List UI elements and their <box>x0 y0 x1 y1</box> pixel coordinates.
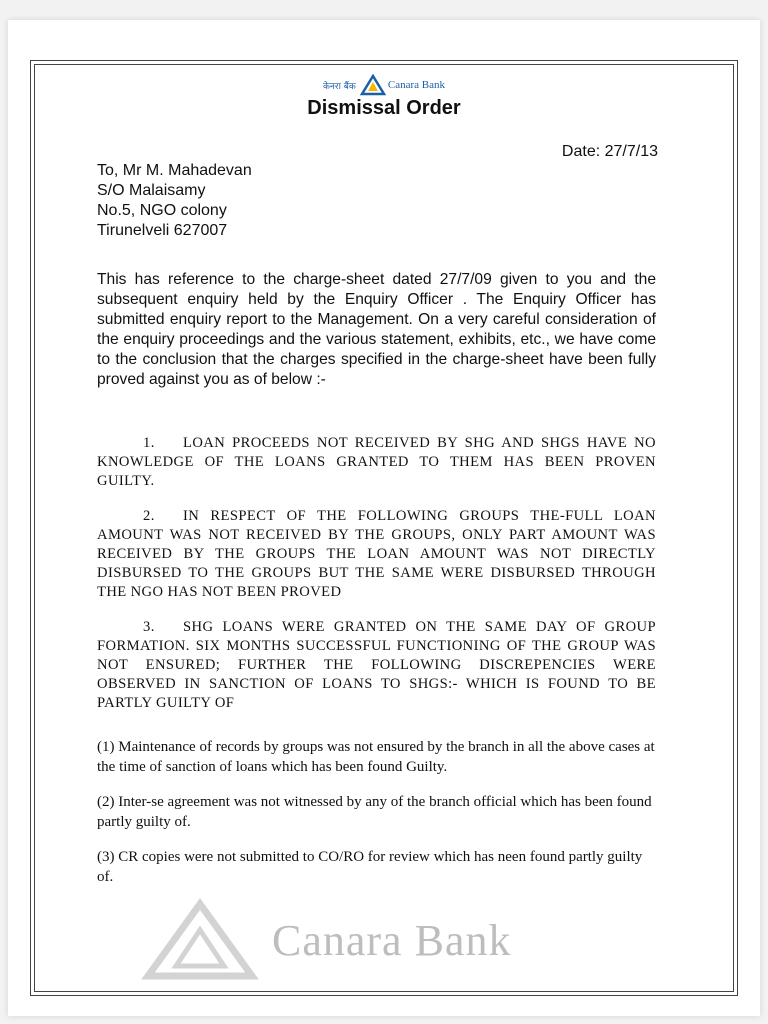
logo-english-text: Canara Bank <box>387 79 445 91</box>
recipient-address <box>97 161 252 241</box>
charge-item <box>97 618 656 713</box>
order-date: Date: 27/7/13 <box>561 143 658 160</box>
charges-list <box>97 434 656 729</box>
canara-bank-logo-icon <box>360 74 386 96</box>
address-line: S/O Malaisamy <box>97 182 206 199</box>
discrepancy-points <box>97 737 662 902</box>
address-line: To, Mr M. Mahadevan <box>97 162 252 179</box>
canara-bank-watermark-icon <box>140 898 260 983</box>
charge-number: 1. <box>143 435 155 451</box>
address-line: No.5, NGO colony <box>97 202 227 219</box>
charge-item <box>97 507 656 602</box>
charge-item <box>97 434 656 491</box>
charge-number: 2. <box>143 508 155 524</box>
bank-logo <box>0 74 768 96</box>
address-line: Tirunelveli 627007 <box>97 222 228 239</box>
watermark <box>140 895 560 985</box>
logo-hindi-text: केनरा बैंक <box>323 81 356 92</box>
document-title: Dismissal Order <box>307 97 461 119</box>
charge-text: IN RESPECT OF THE FOLLOWING GROUPS THE-FULL LOAN AMOUNT WAS NOT RECEIVED BY THE GROUPS, ONLY PART AMOUNT WAS RECEIVED BY THE GROUPS THE LOAN AMOUNT WAS NOT DIRECTLY DISBURSED TO THE GROUPS BUT THE SAME WERE DISBURSED THROUGH THE NGO HAS NOT BEEN PROVED <box>97 508 656 600</box>
charge-text: LOAN PROCEEDS NOT RECEIVED BY SHG AND SHGS HAVE NO KNOWLEDGE OF THE LOANS GRANTED TO THEM HAS BEEN PROVEN GUILTY. <box>97 435 656 489</box>
discrepancy-point: (1) Maintenance of records by groups was not ensured by the branch in all the above cases at the time of sanction of loans which has been found Guilty. <box>97 739 655 775</box>
intro-paragraph: This has reference to the charge-sheet dated 27/7/09 given to you and the subsequent enquiry held by the Enquiry Officer . The Enquiry Officer has submitted enquiry report to the Management. On a very careful consideration of the enquiry proceedings and the various statement, exhibits, etc., we have come to the conclusion that the charges specified in the charge-sheet have been fully proved against you as of below :- <box>97 271 656 388</box>
discrepancy-point: (3) CR copies were not submitted to CO/RO for review which has neen found partly guilty of. <box>97 849 643 885</box>
watermark-text: Canara Bank <box>272 915 512 965</box>
discrepancy-point: (2) Inter-se agreement was not witnessed by any of the branch official which has been found partly guilty of. <box>97 794 652 830</box>
charge-text: SHG LOANS WERE GRANTED ON THE SAME DAY OF GROUP FORMATION. SIX MONTHS SUCCESSFUL FUNCTIONING OF THE GROUP WAS NOT ENSURED; FURTHER THE FOLLOWING DISCREPENCIES WERE OBSERVED IN SANCTION OF LOANS TO SHGS:- WHICH IS FOUND TO BE PARTLY GUILTY OF <box>97 619 656 711</box>
charge-number: 3. <box>143 619 155 635</box>
